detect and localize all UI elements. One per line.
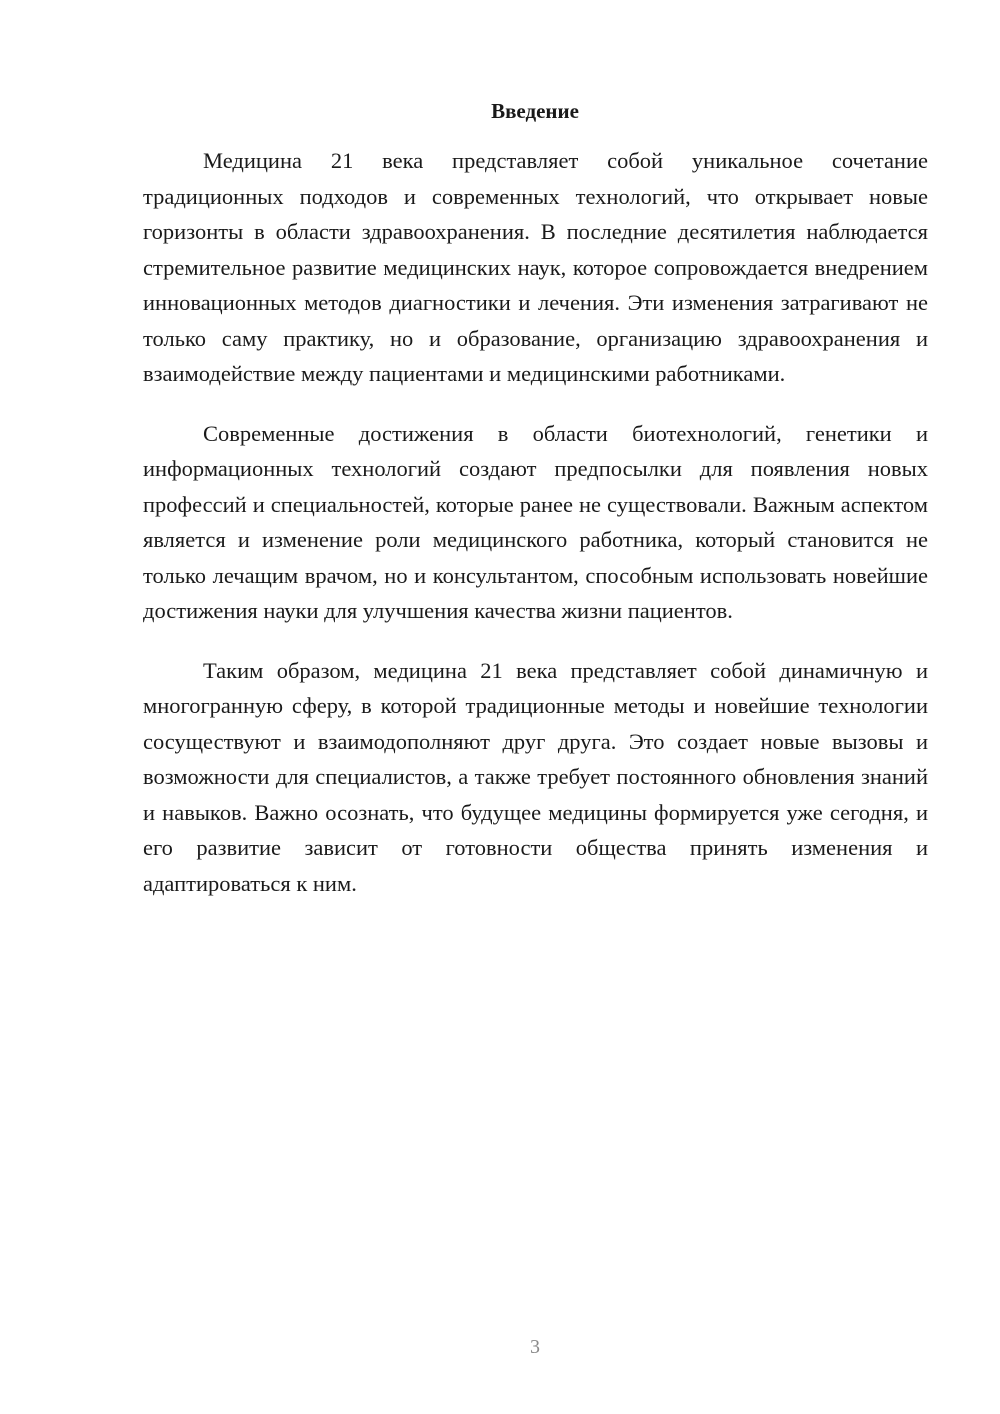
page-number: 3: [530, 1336, 540, 1358]
body-text: [143, 143, 928, 925]
paragraph-1: Медицина 21 века представляет собой уникальное сочетание традиционных подходов и современных технологий, что открывает новые горизонты в области здравоохранения. В последние десятилетия наблюдается стремительное развитие медицинских наук, которое сопровождается внедрением инновационных методов диагностики и лечения. Эти изменения затрагивают не только саму практику, но и образование, организацию здравоохранения и взаимодействие между пациентами и медицинскими работниками.: [143, 148, 928, 386]
paragraph-3: Таким образом, медицина 21 века представляет собой динамичную и многогранную сферу, в которой традиционные методы и новейшие технологии сосуществуют и взаимодополняют друг друга. Это создает новые вызовы и возможности для специалистов, а также требует постоянного обновления знаний и навыков. Важно осознать, что будущее медицины формируется уже сегодня, и его развитие зависит от готовности общества принять изменения и адаптироваться к ним.: [143, 657, 928, 896]
section-title: Введение: [491, 99, 579, 123]
paragraph-2: Современные достижения в области биотехнологий, генетики и информационных технологий создают предпосылки для появления новых профессий и специальностей, которые ранее не существовали. Важным аспектом является и изменение роли медицинского работника, который становится не только лечащим врачом, но и консультантом, способным использовать новейшие достижения науки для улучшения качества жизни пациентов.: [143, 420, 928, 623]
